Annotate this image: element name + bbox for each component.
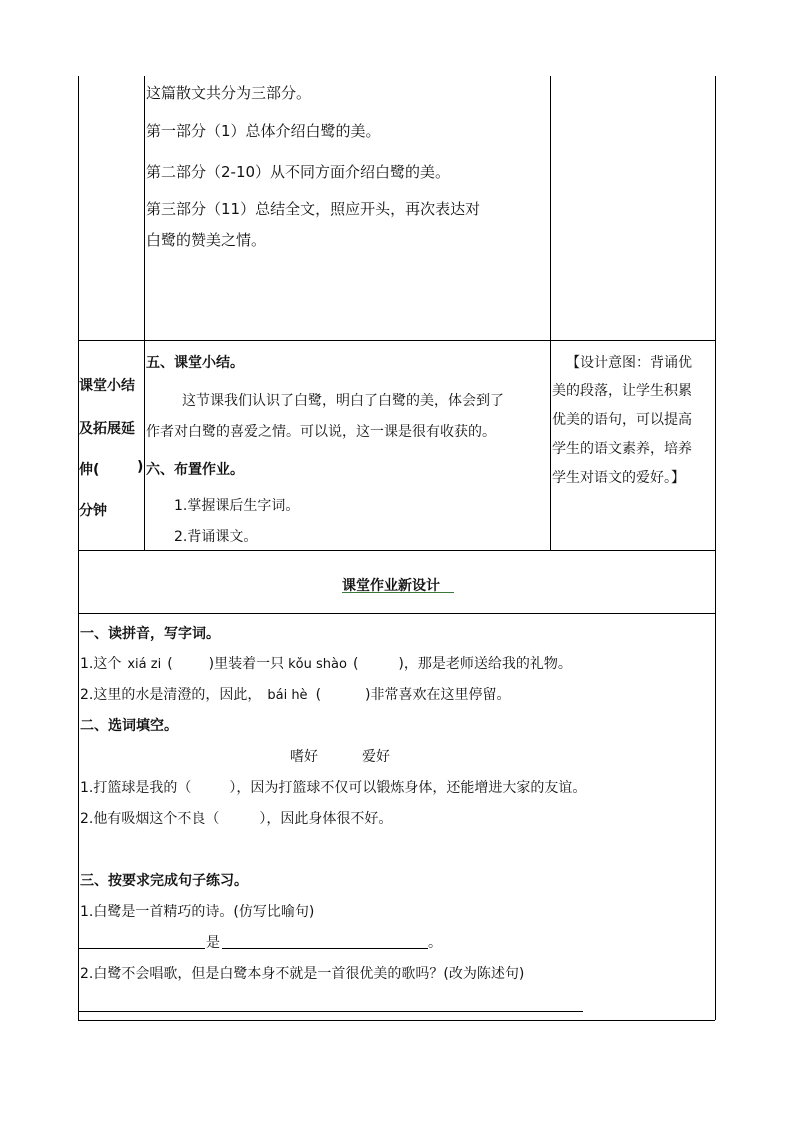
analysis-part3-line1: 第三部分（11）总结全文，照应开头，再次表达对 — [146, 200, 481, 218]
answer-line-1a[interactable] — [79, 948, 205, 949]
sentence-1: 1.白鹭是一首精巧的诗。(仿写比喻句) — [80, 904, 315, 920]
analysis-intro: 这篇散文共分为三部分。 — [146, 84, 312, 102]
sentence-1-period: 。 — [428, 935, 442, 951]
intent-line3: 优美的语句，可以提高 — [552, 412, 692, 428]
row-label-line1: 课堂小结 — [79, 378, 135, 394]
row-label-line3a: 伸( — [79, 462, 100, 478]
fill-question-1: 1.打篮球是我的（ ），因为打篮球不仅可以锻炼身体，还能增进大家的友谊。 — [80, 780, 587, 796]
word-option-1: 嗜好 — [290, 749, 318, 765]
intent-line5: 学生对语文的爱好。】 — [552, 470, 685, 486]
analysis-part3-line2: 白鹭的赞美之情。 — [146, 231, 267, 249]
intent-line2: 美的段落，让学生积累 — [552, 383, 692, 399]
pinyin-koushao: kǒu shào — [288, 657, 347, 672]
analysis-part1: 第一部分（1）总体介绍白鹭的美。 — [146, 122, 381, 140]
title-underline — [342, 592, 454, 593]
pinyin-baihe: bái hè — [267, 688, 308, 703]
homework-item-2: 2.背诵课文。 — [174, 529, 258, 545]
intent-line4: 学生的语文素养，培养 — [552, 441, 692, 457]
pinyin-xiazi: xiá zi — [127, 657, 162, 672]
question-1: 1.这个 xiá zi ( )里装着一只 kǒu shào ( )，那是老师送给我的礼物。 — [80, 656, 572, 672]
homework-item-1: 1.掌握课后生字词。 — [174, 498, 300, 514]
word-option-2: 爱好 — [362, 749, 390, 765]
question-2: 2.这里的水是清澄的，因此， bái hè ( )非常喜欢在这里停留。 — [80, 687, 511, 703]
row-label-line2: 及拓展延 — [79, 421, 135, 437]
analysis-part2: 第二部分（2-10）从不同方面介绍白鹭的美。 — [146, 163, 451, 181]
fill-question-2: 2.他有吸烟这个不良（ ），因此身体很不好。 — [80, 811, 393, 827]
sentence-1-is: 是 — [206, 935, 220, 951]
answer-line-1b[interactable] — [222, 948, 428, 949]
section-3-heading: 三、按要求完成句子练习。 — [80, 873, 248, 889]
section-1-heading: 一、读拼音，写字词。 — [80, 626, 220, 642]
homework-design-title: 课堂作业新设计 — [342, 578, 440, 594]
summary-line1: 这节课我们认识了白鹭，明白了白鹭的美，体会到了 — [182, 393, 504, 409]
row-label-line4: 分钟 — [79, 503, 107, 519]
heading-summary: 五、课堂小结。 — [146, 355, 244, 371]
intent-line1: 【设计意图：背诵优 — [566, 355, 692, 371]
heading-homework: 六、布置作业。 — [146, 462, 244, 478]
summary-line2: 作者对白鹭的喜爱之情。可以说，这一课是很有收获的。 — [146, 424, 496, 440]
answer-line-2[interactable] — [79, 1011, 583, 1012]
sentence-2: 2.白鹭不会唱歌，但是白鹭本身不就是一首很优美的歌吗？(改为陈述句) — [80, 966, 525, 982]
section-2-heading: 二、选词填空。 — [80, 718, 178, 734]
row-label-line3b: ) — [137, 459, 144, 475]
